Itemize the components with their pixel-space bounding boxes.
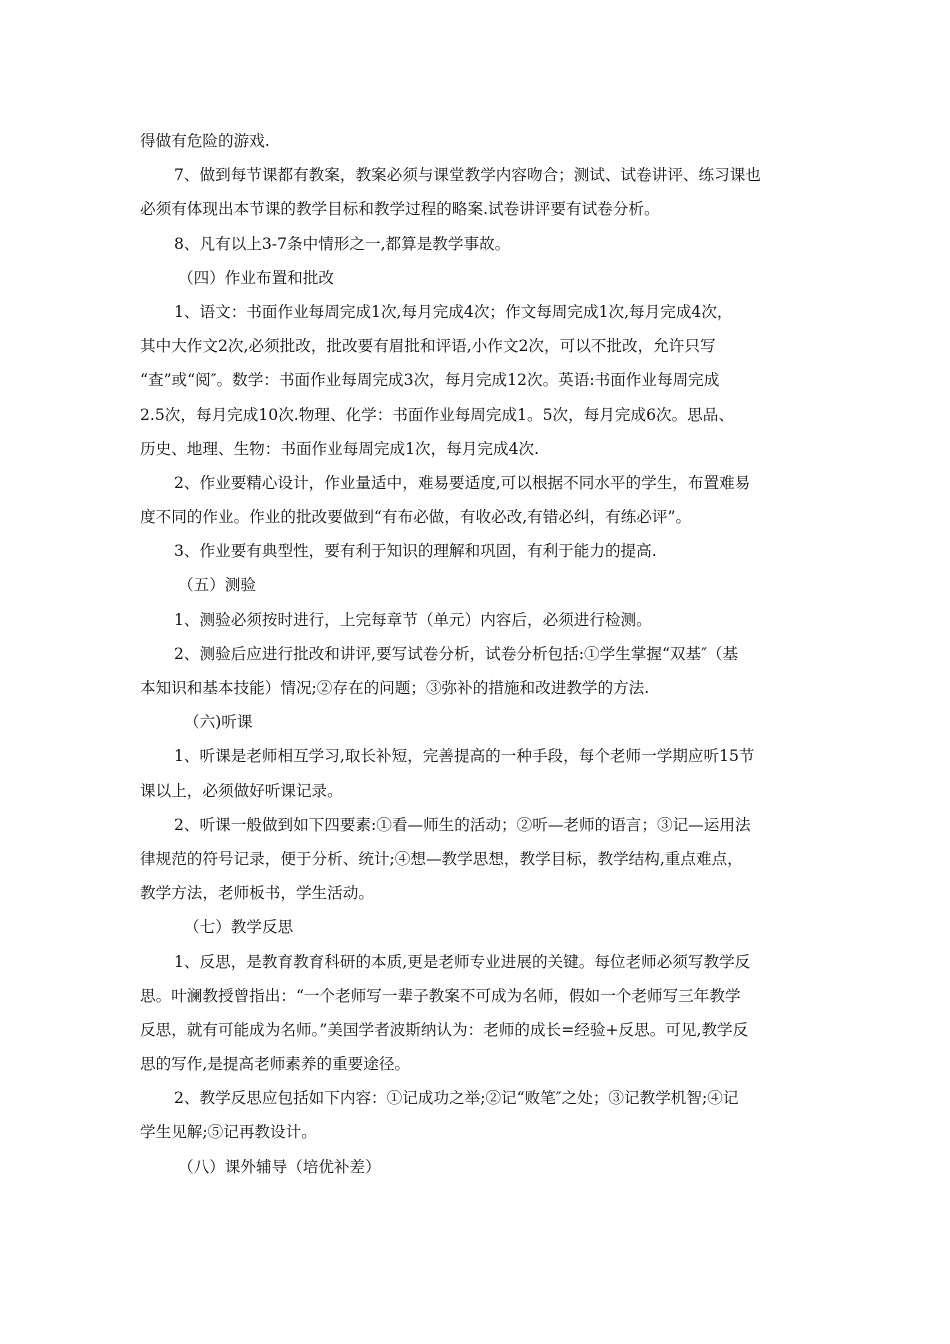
text-line: 2.5次，每月完成10次.物理、化学：书面作业每周完成1。5次，每月完成6次。思品、: [140, 405, 734, 424]
text-line: 课以上，必须做好听课记录。: [140, 781, 343, 800]
text-line: 2、测验后应进行批改和讲评,要写试卷分析，试卷分析包括:①学生掌握“双基″（基: [174, 644, 739, 663]
text-line: 必须有体现出本节课的教学目标和教学过程的略案.试卷讲评要有试卷分析。: [140, 200, 660, 219]
section-heading: （六)听课: [184, 713, 253, 732]
text-line: 1、语文：书面作业每周完成1次,每月完成4次；作文每周完成1次,每月完成4次，: [174, 302, 733, 321]
section-heading: （四）作业布置和批改: [178, 268, 334, 287]
section-heading: （五）测验: [178, 576, 256, 595]
text-line: 2、教学反思应包括如下内容：①记成功之举;②记“败笔″之处；③记教学机智;④记: [174, 1089, 739, 1108]
text-line: 历史、地理、生物：书面作业每周完成1次，每月完成4次.: [140, 439, 540, 458]
text-line: 其中大作文2次,必须批改，批改要有眉批和评语,小作文2次，可以不批改，允许只写: [140, 337, 716, 356]
section-heading: （七）教学反思: [184, 918, 294, 937]
text-line: 本知识和基本技能）情况;②存在的问题；③弥补的措施和改进教学的方法.: [140, 679, 650, 697]
text-line: 反思，就有可能成为名师。”美国学者波斯纳认为：老师的成长=经验+反思。可见,教学反: [140, 1020, 749, 1039]
text-line: 2、听课一般做到如下四要素:①看—师生的活动；②听—老师的语言；③记—运用法: [174, 815, 751, 834]
text-line: 思。叶澜教授曾指出：“一个老师写一辈子教案不可成为名师，假如一个老师写三年教学: [140, 986, 741, 1005]
text-line: “查”或“阅″。数学：书面作业每周完成3次，每月完成12次。英语:书面作业每周完成: [140, 371, 720, 390]
text-line: 8、凡有以上3-7条中情形之一,都算是教学事故。: [174, 234, 511, 253]
text-line: 1、反思，是教育教育科研的本质,更是老师专业进展的关键。每位老师必须写教学反: [174, 952, 751, 971]
text-line: 1、测验必须按时进行，上完每章节（单元）内容后，必须进行检测。: [174, 610, 652, 629]
text-line: 7、做到每节课都有教案，教案必须与课堂教学内容吻合；测试、试卷讲评、练习课也: [174, 166, 761, 185]
text-line: 教学方法，老师板书，学生活动。: [140, 884, 374, 903]
text-line: 3、作业要有典型性，要有利于知识的理解和巩固，有利于能力的提高.: [174, 542, 657, 561]
text-line: 度不同的作业。作业的批改要做到“有布必做，有收必改,有错必纠，有练必评”。: [140, 508, 692, 527]
text-line: 1、听课是老师相互学习,取长补短，完善提高的一种手段，每个老师一学期应听15节: [174, 747, 755, 766]
text-line: 思的写作,是提高老师素养的重要途径。: [140, 1055, 411, 1074]
text-line: 学生见解;⑤记再教设计。: [140, 1123, 317, 1142]
text-line: 得做有危险的游戏.: [140, 132, 270, 150]
document-body: [140, 124, 810, 1184]
text-line: 律规范的符号记录，便于分析、统计;④想—教学思想，教学目标，教学结构,重点难点，: [140, 849, 743, 868]
text-line: 2、作业要精心设计，作业量适中，难易要适度,可以根据不同水平的学生，布置难易: [174, 473, 751, 492]
section-heading: （八）课外辅导（培优补差）: [178, 1157, 381, 1176]
